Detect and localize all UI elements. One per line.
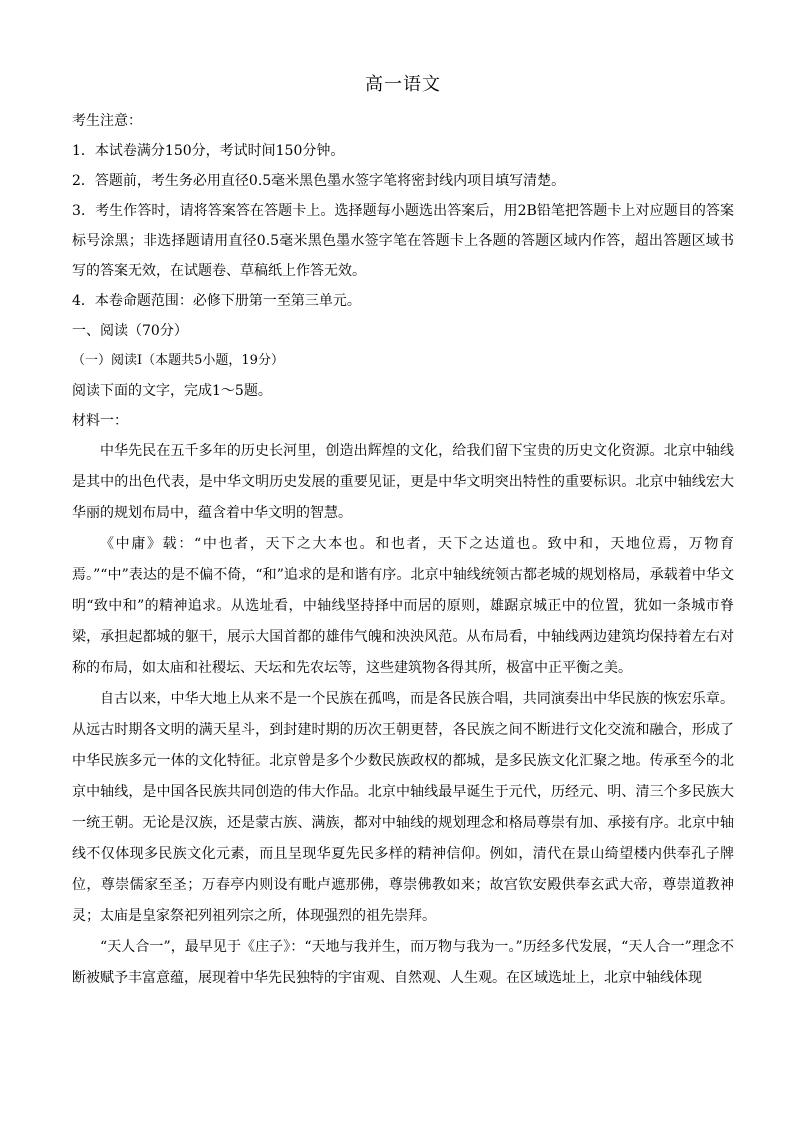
notice-item-3: 3．考生作答时，请将答案答在答题卡上。选择题每小题选出答案后，用2B铅笔把答题卡上对应题目的答案标号涂黑；非选择题请用直径0.5毫米黑色墨水签字笔在答题卡上各题的答题区域内作答，超出答题区域书写的答案无效，在试题卷、草稿纸上作答无效。 <box>72 203 734 279</box>
body-paragraph-1: 中华先民在五千多年的历史长河里，创造出辉煌的文化，给我们留下宝贵的历史文化资源。北京中轴线是其中的出色代表，是中华文明历史发展的重要见证，更是中华文明突出特性的重要标识。北京中轴线宏大华丽的规划布局中，蕴含着中华文明的智慧。 <box>72 443 734 521</box>
body-paragraph-4: “天人合一”，最早见于《庄子》：“天地与我并生，而万物与我为一。”历经多代发展，“天人合一”理念不断被赋予丰富意蕴，展现着中华先民独特的宇宙观、自然观、人生观。在区域选址上，北京中轴线体现 <box>72 939 734 986</box>
body-paragraph-3: 自古以来，中华大地上从来不是一个民族在孤鸣，而是各民族合唱，共同演奏出中华民族的恢宏乐章。从远古时期各文明的满天星斗，到封建时期的历次王朝更替，各民族之间不断进行文化交流和融合，形成了中华民族多元一体的文化特征。北京曾是多个少数民族政权的都城，是多民族文化汇聚之地。传承至今的北京中轴线，是中国各民族共同创造的伟大作品。北京中轴线最早诞生于元代，历经元、明、清三个多民族大一统王朝。无论是汉族，还是蒙古族、满族，都对中轴线的规划理念和格局尊崇有加、承接有序。北京中轴线不仅体现多民族文化元素，而且呈现华夏先民多样的精神信仰。例如，清代在景山绮望楼内供奉孔子牌位，尊崇儒家至圣；万春亭内则设有毗卢遮那佛，尊崇佛教如来；故宫钦安殿供奉玄武大帝，尊崇道教神灵；太庙是皇家祭祀列祖列宗之所，体现强烈的祖先崇拜。 <box>72 691 734 924</box>
notice-heading: 考生注意： <box>72 113 142 129</box>
notice-item-2: 2．答题前，考生务必用直径0.5毫米黑色墨水签字笔将密封线内项目填写清楚。 <box>72 173 566 189</box>
material-label: 材料一： <box>72 413 128 429</box>
section-heading-reading: 一、阅读（70分） <box>72 323 188 339</box>
page-title: 高一语文 <box>365 74 441 95</box>
notice-item-4: 4．本卷命题范围：必修下册第一至第三单元。 <box>72 293 361 309</box>
subsection-heading-reading-1: （一）阅读Ⅰ（本题共5小题，19分） <box>72 353 284 368</box>
reading-instruction: 阅读下面的文字，完成1～5题。 <box>72 383 272 399</box>
body-paragraph-2: 《中庸》载：“中也者，天下之大本也。和也者，天下之达道也。致中和，天地位焉，万物育焉。”“中”表达的是不偏不倚，“和”追求的是和谐有序。北京中轴线统领古都老城的规划格局，承载着中华文明“致中和”的精神追求。从选址看，中轴线坚持择中而居的原则，雄踞京城正中的位置，犹如一条城市脊梁，承担起都城的躯干，展示大国首都的雄伟气魄和泱泱风范。从布局看，中轴线两边建筑均保持着左右对称的布局，如太庙和社稷坛、天坛和先农坛等，这些建筑物各得其所，极富中正平衡之美。 <box>72 536 734 676</box>
notice-item-1: 1．本试卷满分150分，考试时间150分钟。 <box>72 143 345 159</box>
